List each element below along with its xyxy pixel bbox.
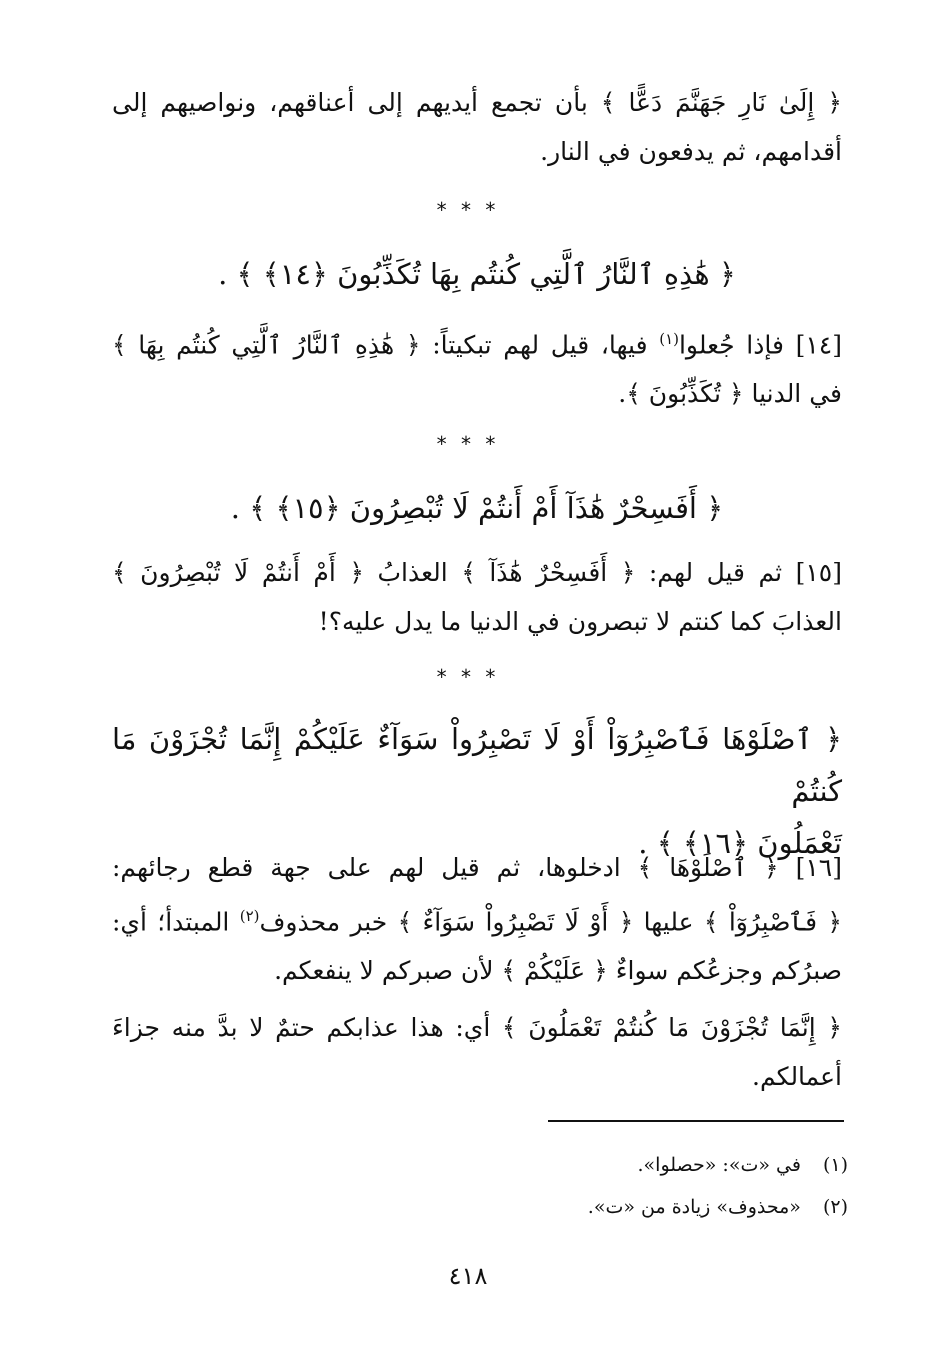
commentary-text: فيها، قيل لهم تبكيتاً: ﴿ هَٰذِهِ ٱلنَّارُ ٱلَّتِي كُنتُم بِهَا ﴾ bbox=[112, 330, 660, 360]
footnote-number: (٢) bbox=[822, 1196, 848, 1218]
text-line: العذابَ كما كنتم لا تبصرون في الدنيا ما يدل عليه؟! bbox=[318, 607, 842, 636]
footnote-divider bbox=[548, 1120, 844, 1122]
footnote-marker: (١) bbox=[659, 330, 679, 348]
footnote-1 bbox=[400, 1150, 848, 1180]
text-line: في الدنيا ﴿ تُكَذِّبُونَ ﴾. bbox=[618, 379, 842, 409]
commentary-text: [١٤] فإذا جُعلوا bbox=[678, 330, 842, 360]
footnote-text: «محذوف» زيادة من «ت». bbox=[587, 1196, 801, 1218]
text-line bbox=[112, 892, 842, 946]
footnote-text: في «ت»: «حصلوا». bbox=[637, 1154, 801, 1176]
paragraph-commentary-16 bbox=[112, 843, 842, 995]
text-line: ﴿ إِلَىٰ نَارِ جَهَنَّمَ دَعًّا ﴾ بأن تجمع أيديهم إلى أعناقهم، ونواصيهم إلى bbox=[112, 88, 842, 117]
text-line: ﴿ إِنَّمَا تُجْزَوْنَ مَا كُنتُمْ تَعْمَلُونَ ﴾ أي: هذا عذابكم حتمٌ لا بدَّ منه جزاءَ bbox=[112, 1013, 842, 1042]
paragraph-verse13-commentary bbox=[112, 78, 842, 176]
text-line: [١٦] ﴿ ٱصْلَوْهَا ﴾ ادخلوها، ثم قيل لهم على جهة قطع رجائهم: bbox=[112, 853, 842, 882]
text-line: صبرُكم وجزعُكم سواءٌ ﴿ عَلَيْكُمْ ﴾ لأن صبركم لا ينفعكم. bbox=[274, 956, 842, 986]
text-line: أقدامهم، ثم يدفعون في النار. bbox=[540, 137, 842, 166]
text-line bbox=[112, 315, 842, 369]
verse-14: ﴿ هَٰذِهِ ٱلنَّارُ ٱلَّتِي كُنتُم بِهَا تُكَذِّبُونَ ﴿١٤﴾ ﴾ . bbox=[218, 257, 736, 291]
paragraph-commentary-14 bbox=[112, 315, 842, 418]
verse-15: ﴿ أَفَسِحْرٌ هَٰذَآ أَمْ أَنتُمْ لَا تُبْصِرُونَ ﴿١٥﴾ ﴾ . bbox=[230, 491, 724, 525]
section-separator: * * * bbox=[436, 432, 500, 456]
text-line: تَعْمَلُونَ ﴿١٦﴾ ﴾ . bbox=[638, 826, 842, 860]
page-number: ٤١٨ bbox=[448, 1262, 488, 1290]
section-separator: * * * bbox=[436, 665, 500, 689]
section-separator: * * * bbox=[436, 198, 500, 222]
text-line: أعمالكم. bbox=[752, 1062, 842, 1091]
footnote-2 bbox=[400, 1192, 848, 1222]
footnote-number: (١) bbox=[822, 1154, 848, 1176]
text-line: ﴿ ٱصْلَوْهَا فَٱصْبِرُوٓاْ أَوْ لَا تَصْبِرُواْ سَوَآءٌ عَلَيْكُمْ إِنَّمَا تُجْزَوْنَ مَا كُنتُمْ bbox=[112, 722, 842, 808]
commentary-text: ﴿ فَٱصْبِرُوٓاْ ﴾ عليها ﴿ أَوْ لَا تَصْبِرُواْ سَوَآءٌ ﴾ خبر محذوف bbox=[259, 907, 843, 937]
paragraph-commentary-15 bbox=[112, 548, 842, 646]
text-line: [١٥] ثم قيل لهم: ﴿ أَفَسِحْرٌ هَٰذَآ ﴾ العذابُ ﴿ أَمْ أَنتُمْ لَا تُبْصِرُونَ ﴾ bbox=[112, 558, 842, 587]
commentary-text: المبتدأ؛ أي: bbox=[112, 907, 240, 937]
paragraph-commentary-16b bbox=[112, 1003, 842, 1101]
footnote-marker: (٢) bbox=[239, 907, 260, 925]
